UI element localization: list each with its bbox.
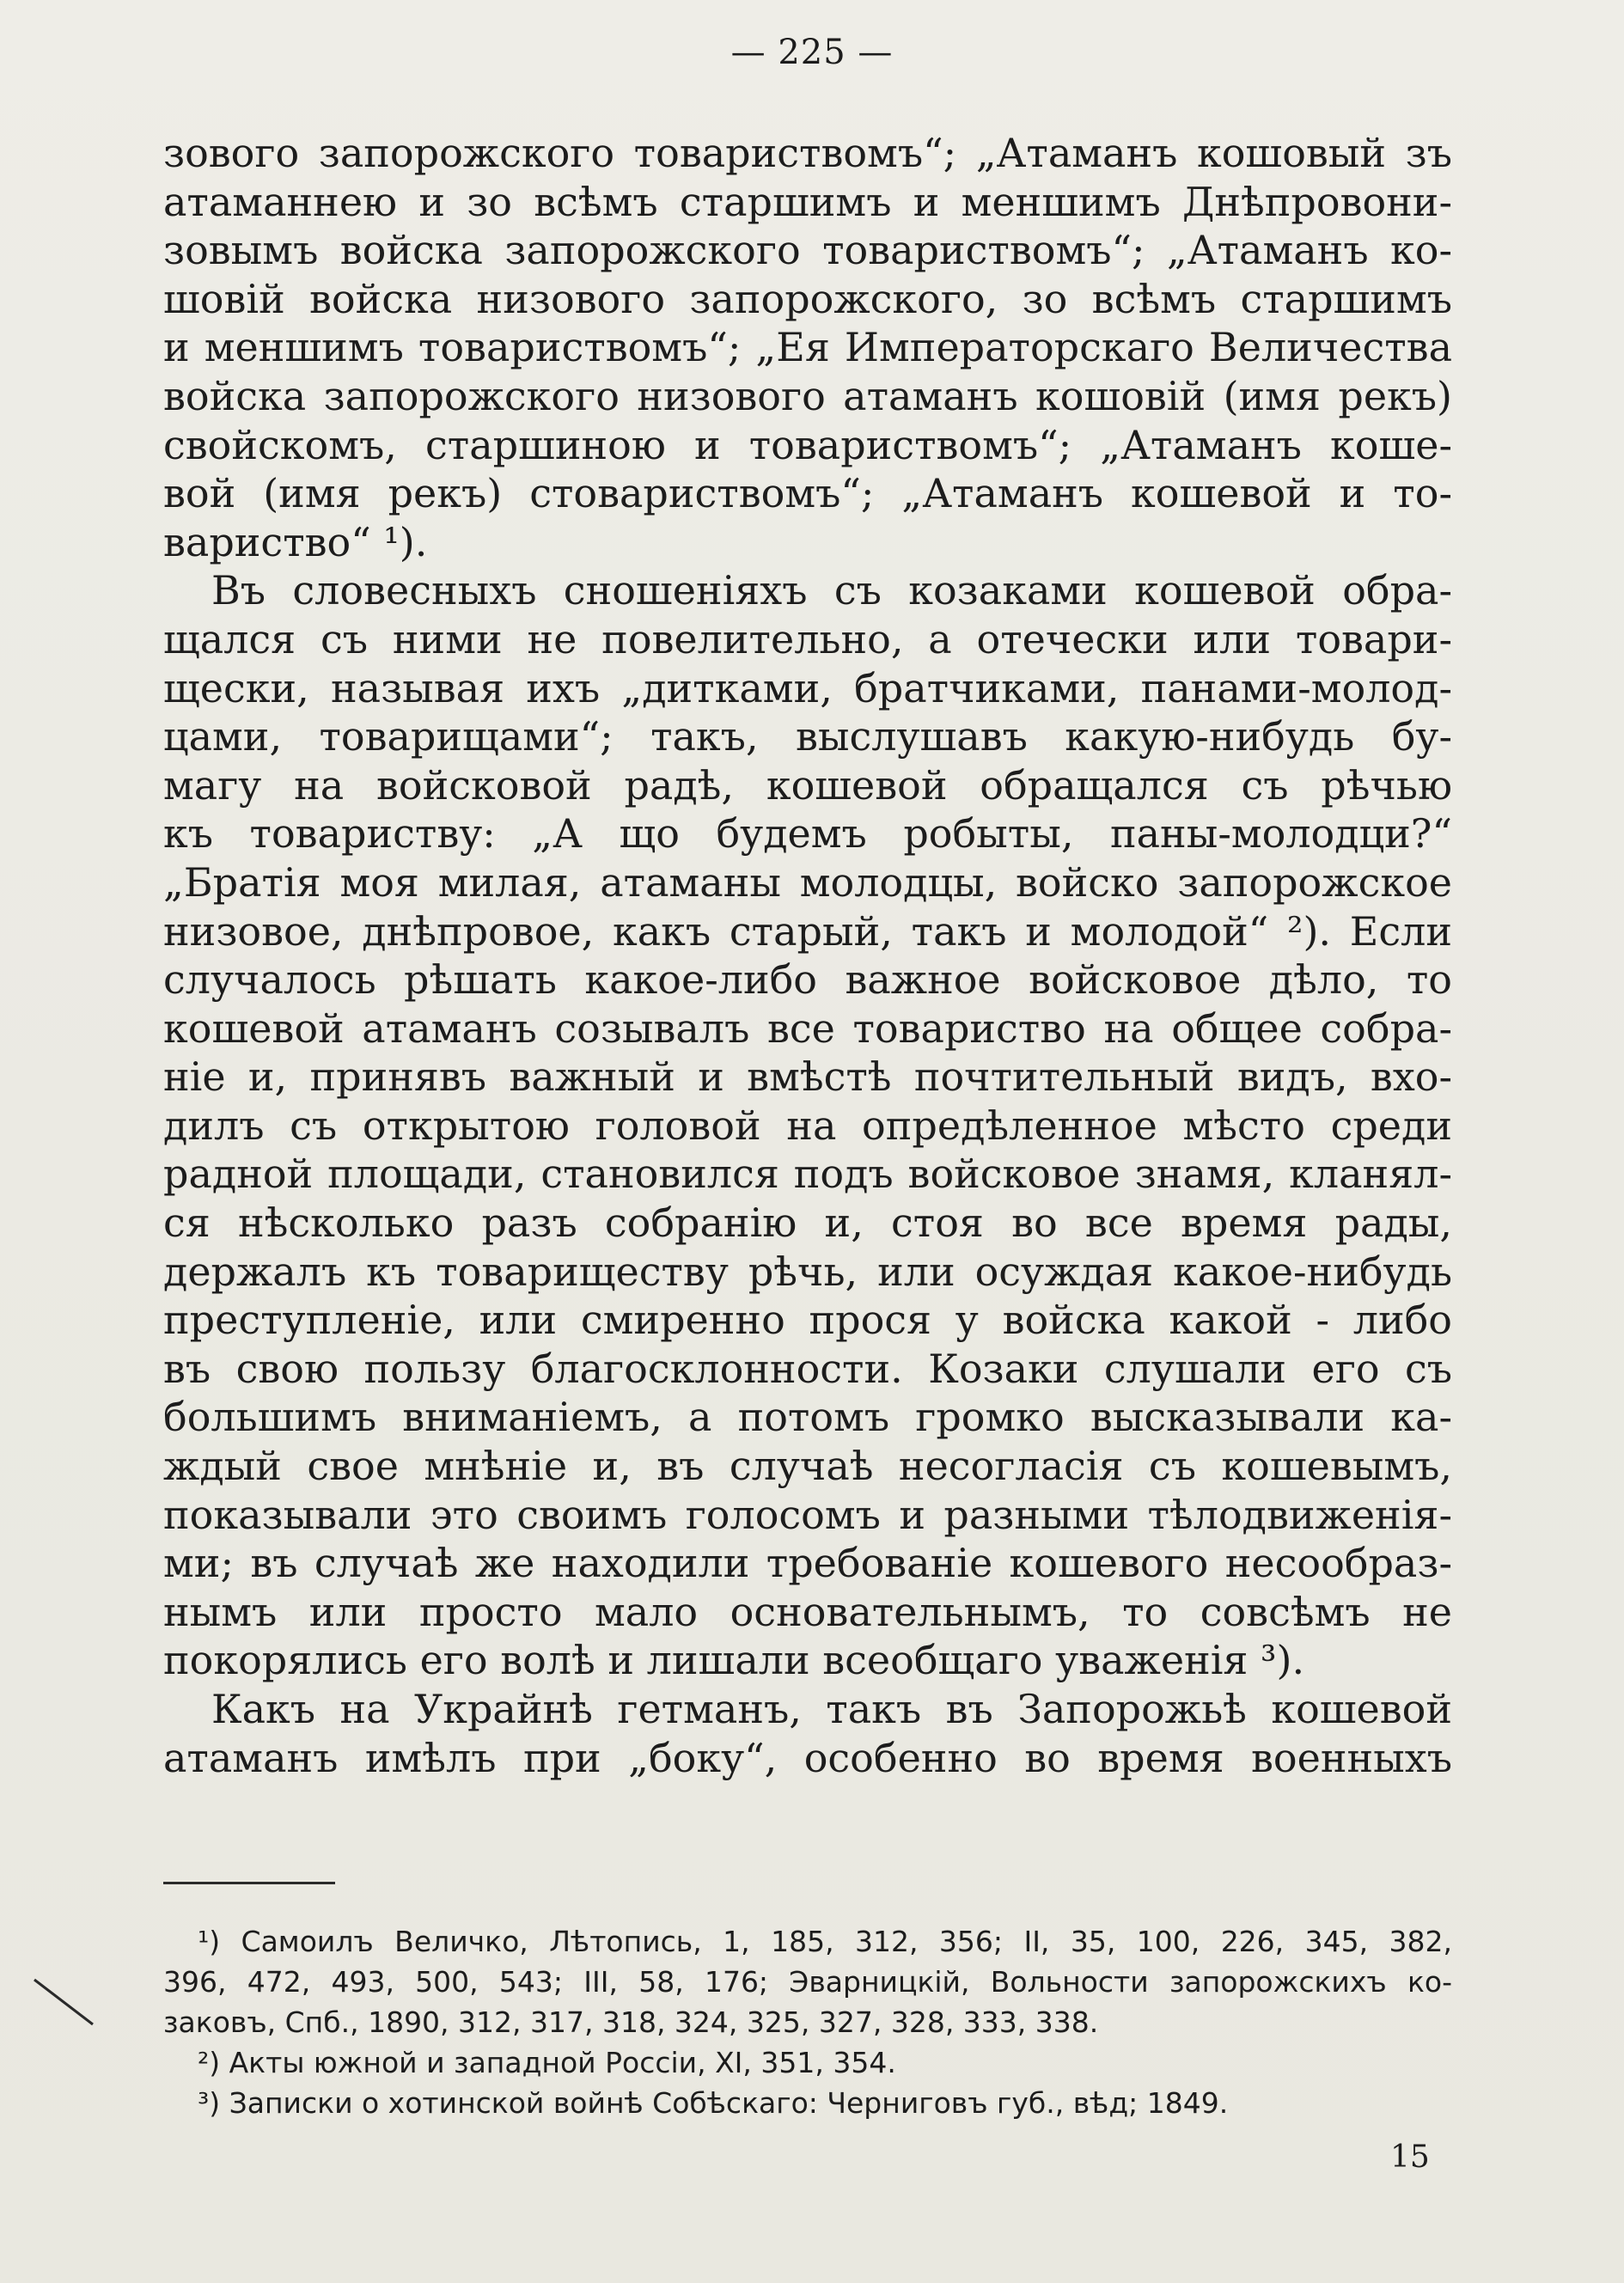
footnote-rule bbox=[163, 1882, 335, 1884]
text-line: вой (имя рекъ) стовариствомъ“; „Атаманъ кошевой и то- bbox=[163, 470, 1452, 517]
text-line: ми; въ случаѣ же находили требованіе кошевого несообраз- bbox=[163, 1540, 1452, 1587]
text-line: держалъ къ товариществу рѣчь, или осуждая какое-нибудь bbox=[163, 1248, 1452, 1295]
footnote-line: 396, 472, 493, 500, 543; III, 58, 176; Эварницкій, Вольности запорожскихъ ко- bbox=[163, 1965, 1452, 1999]
text-line: радной площади, становился подъ войсковое знамя, кланял- bbox=[163, 1151, 1452, 1198]
text-line: покорялись его волѣ и лишали всеобщаго уваженія ³). bbox=[163, 1637, 1305, 1684]
text-line: ждый свое мнѣніе и, въ случаѣ несогласія съ кошевымъ, bbox=[163, 1443, 1452, 1490]
footnote-2 bbox=[163, 2042, 1452, 2083]
text-line: свойскомъ, старшиною и товариствомъ“; „Атаманъ коше- bbox=[163, 421, 1452, 468]
body-text bbox=[163, 129, 1452, 1782]
text-line: къ товариству: „А що будемъ робыты, паны-молодци?“ bbox=[163, 810, 1452, 858]
text-line: дилъ съ открытою головой на опредѣленное мѣсто среди bbox=[163, 1102, 1452, 1149]
footnote-line: ³) Записки о хотинской войнѣ Собѣскаго: Черниговъ губ., вѣд; 1849. bbox=[198, 2086, 1229, 2120]
text-line: „Братія моя милая, атаманы молодцы, войско запорожское bbox=[163, 858, 1452, 906]
text-line: вариство“ ¹). bbox=[163, 518, 428, 565]
text-line: большимъ вниманіемъ, а потомъ громко высказывали ка- bbox=[163, 1394, 1452, 1441]
footnotes bbox=[163, 1921, 1452, 2123]
text-line: ніе и, принявъ важный и вмѣстѣ почтительный видъ, вхо- bbox=[163, 1053, 1452, 1101]
signature-mark: 15 bbox=[1390, 2140, 1430, 2175]
text-line: атаманъ имѣлъ при „боку“, особенно во время военныхъ bbox=[163, 1734, 1452, 1781]
footnote-line: ¹) Самоилъ Величко, Лѣтопись, 1, 185, 312, 356; II, 35, 100, 226, 345, 382, bbox=[198, 1925, 1452, 1958]
text-line: Въ словесныхъ сношеніяхъ съ козаками кошевой обра- bbox=[211, 567, 1452, 614]
text-line: щески, называя ихъ „дитками, братчиками, панами-молод- bbox=[163, 664, 1452, 711]
text-line: Какъ на Украйнѣ гетманъ, такъ въ Запорожьѣ кошевой bbox=[211, 1686, 1452, 1732]
text-line: въ свою пользу благосклонности. Козаки слушали его съ bbox=[163, 1345, 1452, 1392]
text-line: показывали это своимъ голосомъ и разными тѣлодвиженія- bbox=[163, 1491, 1452, 1538]
text-line: нымъ или просто мало основательнымъ, то совсѣмъ не bbox=[163, 1588, 1452, 1635]
text-line: магу на войсковой радѣ, кошевой обращался съ рѣчью bbox=[163, 761, 1452, 809]
text-line: атаманнею и зо всѣмъ старшимъ и меншимъ Днѣпровони- bbox=[163, 178, 1452, 225]
footnote-line: заковъ, Спб., 1890, 312, 317, 318, 324, 325, 327, 328, 333, 338. bbox=[163, 2005, 1099, 2039]
text-line: щался съ ними не повелительно, а отечески или товари- bbox=[163, 615, 1452, 662]
paragraph-2 bbox=[163, 566, 1452, 1685]
text-line: случалось рѣшать какое-либо важное войсковое дѣло, то bbox=[163, 956, 1452, 1004]
text-line: низовое, днѣпровое, какъ старый, такъ и молодой“ ²). Если bbox=[163, 907, 1452, 955]
footnote-line: ²) Акты южной и западной Россіи, XI, 351, 354. bbox=[198, 2046, 896, 2079]
footnote-3 bbox=[163, 2083, 1452, 2123]
text-line: шовій войска низового запорожского, зо всѣмъ старшимъ bbox=[163, 275, 1452, 322]
text-line: зовымъ войска запорожского товариствомъ“; „Атаманъ ко- bbox=[163, 227, 1452, 274]
text-line: ся нѣсколько разъ собранію и, стоя во все время рады, bbox=[163, 1199, 1452, 1247]
text-line: и меншимъ товариствомъ“; „Ея Императорскаго Величества bbox=[163, 324, 1452, 371]
footnote-1 bbox=[163, 1921, 1452, 2042]
margin-pencil-mark bbox=[31, 1976, 100, 2028]
paragraph-1 bbox=[163, 129, 1452, 566]
text-line: войска запорожского низового атаманъ кошовій (имя рекъ) bbox=[163, 372, 1452, 419]
text-line: кошевой атаманъ созывалъ все товариство на общее собра- bbox=[163, 1004, 1452, 1052]
text-line: преступленіе, или смиренно прося у войска какой - либо bbox=[163, 1297, 1452, 1344]
text-line: цами, товарищами“; такъ, выслушавъ какую-нибудь бу- bbox=[163, 713, 1452, 760]
paragraph-3 bbox=[163, 1685, 1452, 1782]
page-number: — 225 — bbox=[730, 33, 894, 72]
text-line: зового запорожского товариствомъ“; „Атаманъ кошовый зъ bbox=[163, 130, 1452, 176]
